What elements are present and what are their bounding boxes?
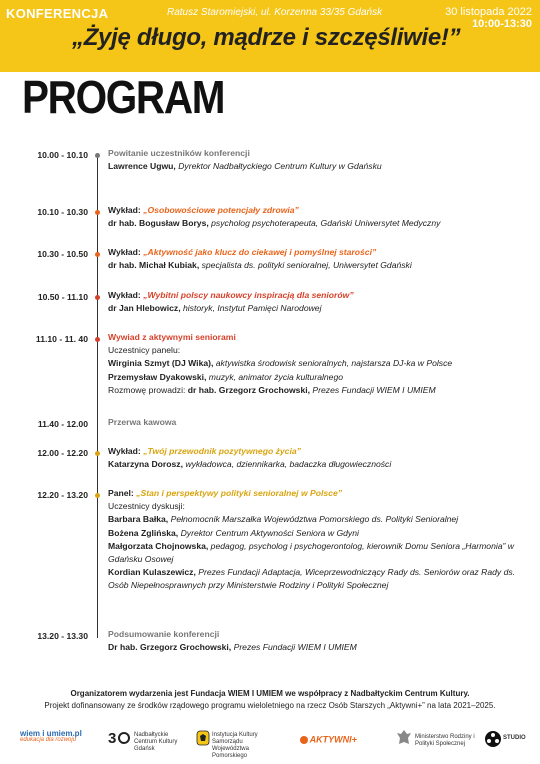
agenda-item bbox=[108, 628, 533, 654]
participant-name: Bożena Zglińska, bbox=[108, 527, 179, 538]
timeline-dot bbox=[95, 337, 100, 342]
eagle-emblem-icon bbox=[396, 728, 412, 748]
time-slot: 10.50 - 11.10 bbox=[37, 292, 88, 302]
pomorskie-logo-text: Instytucja Kultury Samorządu Województwa Pomorskiego bbox=[212, 732, 258, 759]
program-heading: PROGRAM bbox=[22, 71, 225, 123]
venue-address: Ratusz Staromiejski, ul. Korzenna 33/35 Gdańsk bbox=[167, 7, 383, 18]
agenda-item bbox=[108, 246, 533, 272]
header-banner bbox=[0, 0, 540, 72]
participant-role: aktywistka środowisk senioralnych, najstarsza DJ-ka w Polsce bbox=[213, 358, 453, 369]
conference-label: KONFERENCJA bbox=[6, 6, 109, 21]
participant-role: muzyk, animator życia kulturalnego bbox=[206, 371, 344, 382]
item-title: „Aktywność jako klucz do ciekawej i pomyślnej starości” bbox=[143, 247, 377, 257]
timeline-line bbox=[97, 154, 98, 638]
svg-text:3: 3 bbox=[108, 730, 117, 747]
agenda-item bbox=[108, 445, 533, 471]
participant-name: Kordian Kulaszewicz, bbox=[108, 567, 196, 578]
speaker-role: Prezes Fundacji WIEM I UMIEM bbox=[231, 642, 357, 653]
item-prefix: Wykład: bbox=[108, 247, 144, 257]
pomorskie-crest-icon bbox=[196, 730, 210, 746]
agenda-item bbox=[108, 487, 533, 593]
agenda-item bbox=[108, 147, 533, 173]
item-prefix: Wykład: bbox=[108, 290, 144, 300]
time-text: 10:00-13:30 bbox=[472, 18, 532, 30]
timeline-dot bbox=[95, 210, 100, 215]
panel-subtitle: Uczestnicy panelu: bbox=[108, 345, 181, 356]
item-title: Podsumowanie konferencji bbox=[108, 629, 220, 639]
agenda-item bbox=[108, 416, 533, 429]
ncn-30-icon bbox=[108, 728, 132, 748]
funding-note: Projekt dofinansowany ze środków rządowego programu wieloletniego na rzecz Osób Starszych „Aktywni+” na lata 2021–2025. bbox=[44, 701, 496, 710]
item-title: Powitanie uczestników konferencji bbox=[108, 148, 250, 158]
time-slot: 12.00 - 12.20 bbox=[37, 448, 88, 458]
time-slot: 11.10 - 11. 40 bbox=[35, 334, 88, 344]
pomorskie-logo bbox=[196, 730, 210, 749]
timeline-dot bbox=[95, 295, 100, 300]
aktywni-logo bbox=[300, 736, 357, 745]
ministry-logo-text: Ministerstwo Rodziny i Polityki Społecznej bbox=[415, 734, 475, 747]
speaker-name: dr Jan Hlebowicz, bbox=[108, 303, 181, 314]
film-reel-icon bbox=[484, 730, 502, 748]
item-title: „Twój przewodnik pozytywnego życia” bbox=[143, 446, 301, 456]
speaker-name: Lawrence Ugwu, bbox=[108, 161, 176, 172]
date-text: 30 listopada 2022 bbox=[445, 6, 532, 18]
moderator-name: dr hab. Grzegorz Grochowski, bbox=[187, 384, 311, 395]
item-prefix: Wykład: bbox=[108, 205, 144, 215]
time-slot: 10.10 - 10.30 bbox=[37, 207, 88, 217]
time-slot: 10.00 - 10.10 bbox=[37, 150, 88, 160]
studio-logo bbox=[484, 730, 502, 751]
timeline-dot bbox=[95, 252, 100, 257]
item-title: Wywiad z aktywnymi seniorami bbox=[108, 332, 236, 342]
time-slot: 13.20 - 13.30 bbox=[37, 631, 88, 641]
panel-subtitle: Uczestnicy dyskusji: bbox=[108, 501, 185, 512]
speaker-name: Katarzyna Dorosz, bbox=[108, 459, 183, 470]
moderator-role: Prezes Fundacji WIEM I UMIEM bbox=[310, 384, 436, 395]
ministry-logo bbox=[396, 728, 412, 751]
item-prefix: Panel: bbox=[108, 488, 137, 498]
participant-role: Pełnomocnik Marszałka Województwa Pomorskiego ds. Polityki Senioralnej bbox=[168, 514, 459, 525]
speaker-name: dr hab. Michał Kubiak, bbox=[108, 260, 200, 271]
participant-name: Wirginia Szmyt (DJ Wika), bbox=[108, 358, 214, 369]
item-title: „Stan i perspektywy polityki senioralnej w Polsce” bbox=[136, 488, 343, 498]
participant-name: Przemysław Dyakowski, bbox=[108, 371, 207, 382]
agenda-item bbox=[108, 204, 533, 230]
aktywni-logo-text: AKTYWNI+ bbox=[309, 734, 357, 745]
sponsor-logos bbox=[0, 728, 540, 758]
speaker-name: dr hab. Bogusław Borys, bbox=[108, 218, 209, 229]
speaker-role: specjalista ds. polityki senioralnej, Uniwersytet Gdański bbox=[199, 260, 412, 271]
item-title: „Osobowościowe potencjały zdrowia” bbox=[143, 205, 299, 215]
agenda-item bbox=[108, 331, 533, 397]
item-prefix: Wykład: bbox=[108, 446, 144, 456]
time-slot: 12.20 - 13.20 bbox=[37, 490, 88, 500]
item-title: Przerwa kawowa bbox=[108, 417, 177, 427]
participant-name: Małgorzata Chojnowska, bbox=[108, 540, 209, 551]
item-title: „Wybitni polscy naukowcy inspiracją dla seniorów” bbox=[143, 290, 354, 300]
motto: „Żyję długo, mądrze i szczęśliwie!” bbox=[72, 24, 461, 51]
moderator-label: Rozmowę prowadzi: bbox=[108, 384, 188, 395]
speaker-role: psycholog psychoterapeuta, Gdański Uniwersytet Medyczny bbox=[208, 218, 441, 229]
timeline-dot bbox=[95, 451, 100, 456]
wiem-umiem-logo bbox=[20, 730, 82, 744]
wiem-logo-sub: edukacja dla rozwoju bbox=[20, 737, 77, 743]
speaker-role: historyk, Instytut Pamięci Narodowej bbox=[180, 303, 322, 314]
ncn-logo bbox=[108, 728, 132, 751]
timeline-dot bbox=[95, 153, 100, 158]
participant-role: Dyrektor Centrum Aktywności Seniora w Gdyni bbox=[178, 527, 359, 538]
speaker-role: Dyrektor Nadbałtyckiego Centrum Kultury w Gdańsku bbox=[175, 161, 382, 172]
participant-name: Barbara Bałka, bbox=[108, 514, 169, 525]
time-slot: 10.30 - 10.50 bbox=[37, 249, 88, 259]
participant-role: Prezes Fundacji Adaptacja, Wiceprzewodniczący Rady ds. Seniorów oraz Rady ds. Osób Niepełnosprawnych przy Ministerstwie Rodziny i Polityki Społecznej bbox=[108, 567, 516, 591]
time-slot: 11.40 - 12.00 bbox=[37, 419, 88, 429]
footer bbox=[0, 688, 540, 712]
aktywni-dot-icon bbox=[300, 736, 308, 744]
agenda-item bbox=[108, 289, 533, 315]
studio-logo-text: STUDIO bbox=[503, 735, 526, 741]
speaker-name: Dr hab. Grzegorz Grochowski, bbox=[108, 642, 232, 653]
ncn-logo-text: Nadbałtyckie Centrum Kultury Gdańsk bbox=[134, 732, 178, 752]
organizer-note: Organizatorem wydarzenia jest Fundacja WIEM I UMIEM we współpracy z Nadbałtyckim Centrum Kultury. bbox=[70, 689, 470, 698]
wiem-logo-text: wiem i umiem.pl bbox=[20, 729, 82, 738]
timeline-dot bbox=[95, 493, 100, 498]
speaker-role: wykładowca, dziennikarka, badaczka długowieczności bbox=[182, 459, 392, 470]
participant-role: pedagog, psycholog i psychogerontolog, kierownik Domu Seniora „Harmonia” w Gdańsku Osowej bbox=[108, 540, 514, 565]
